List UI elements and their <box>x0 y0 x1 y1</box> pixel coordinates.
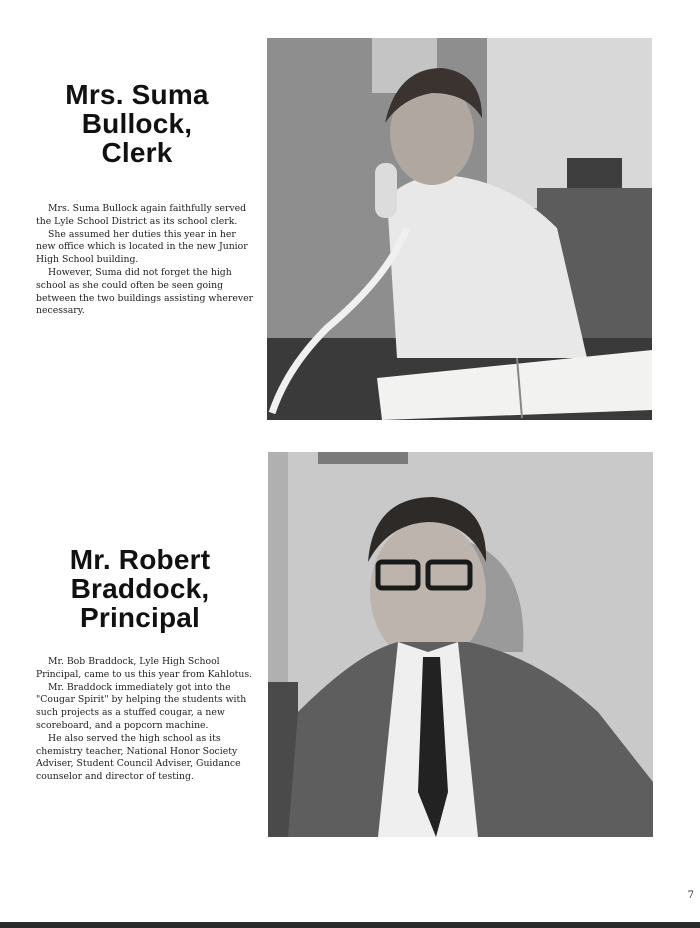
clerk-bio-paragraph: She assumed her duties this year in her new office which is located in the new Junior High School building. <box>36 228 248 266</box>
clerk-bio-paragraph: However, Suma did not forget the high school as she could often be seen going between the two buildings assisting wherever necessary. <box>36 266 254 317</box>
principal-bio-paragraph: He also served the high school as its chemistry teacher, National Honor Society Adviser, Student Council Adviser, Guidance counselor and director of testing. <box>36 732 241 783</box>
principal-photo-illustration <box>268 452 653 837</box>
clerk-heading <box>12 80 262 167</box>
principal-bio-paragraph: Mr. Bob Braddock, Lyle High School Principal, came to us this year from Kahlotus. <box>36 656 253 680</box>
principal-heading <box>15 545 265 632</box>
principal-heading-line: Braddock, <box>70 573 210 604</box>
principal-bio-paragraph: Mr. Braddock immediately got into the "Cougar Spirit" by helping the students with such projects as a stuffed cougar, a new scoreboard, and a popcorn machine. <box>36 681 247 731</box>
principal-photo <box>268 452 653 837</box>
clerk-heading-line: Bullock, <box>81 108 193 139</box>
clerk-bio <box>36 203 254 318</box>
principal-heading-line: Mr. Robert <box>69 544 211 575</box>
bottom-rule <box>0 922 700 928</box>
clerk-heading-line: Mrs. Suma <box>65 79 209 110</box>
clerk-heading-line: Clerk <box>101 137 173 168</box>
clerk-photo <box>267 38 652 420</box>
page-number: 7 <box>687 890 694 901</box>
principal-heading-line: Principal <box>79 602 201 633</box>
clerk-photo-illustration <box>267 38 652 420</box>
clerk-bio-paragraph: Mrs. Suma Bullock again faithfully served the Lyle School District as its school clerk. <box>36 203 247 227</box>
principal-bio <box>36 656 254 784</box>
